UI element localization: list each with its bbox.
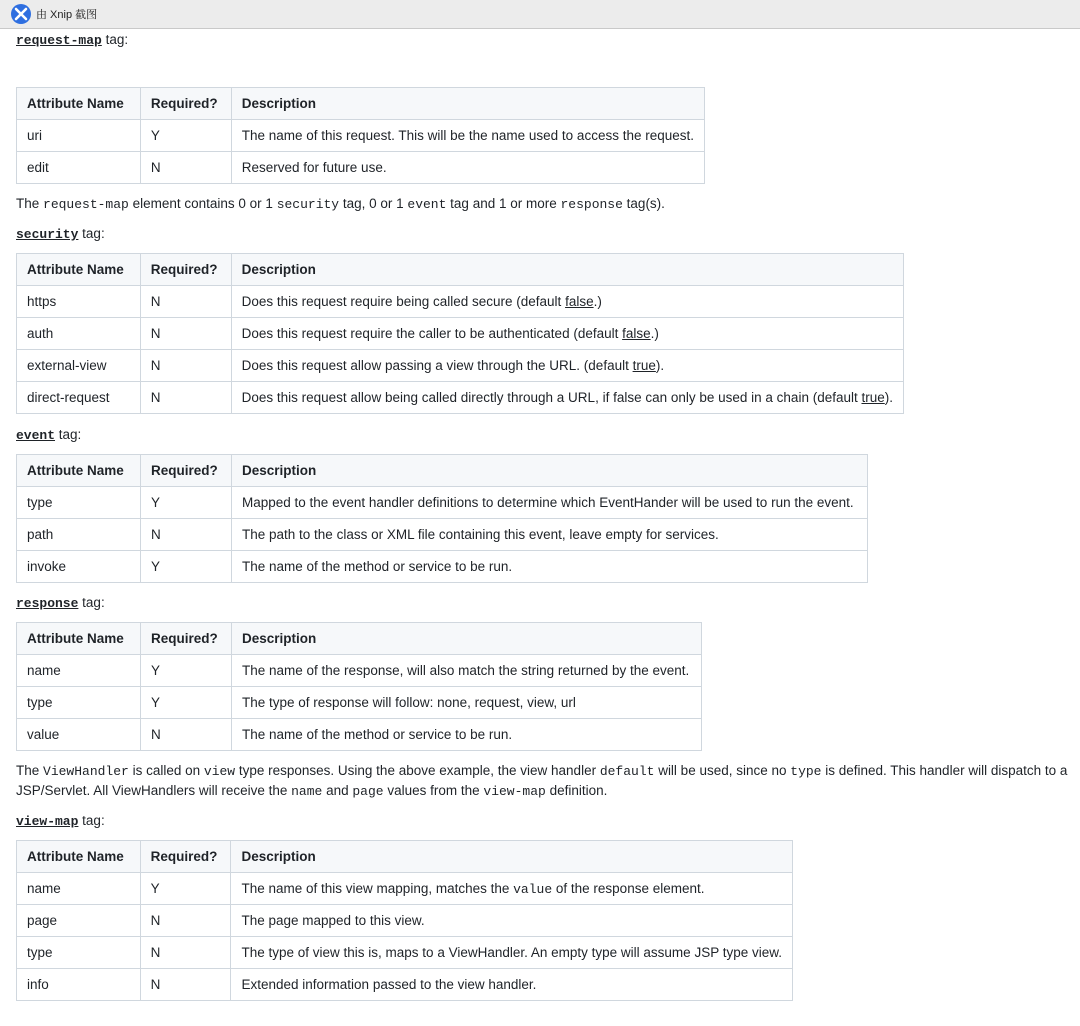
table-row: external-view N Does this request allow passing a view through the URL. (default true). bbox=[17, 350, 904, 382]
table-header-row: Attribute Name Required? Description bbox=[17, 88, 705, 120]
view-map-table bbox=[16, 840, 793, 1001]
default-value-link[interactable]: false bbox=[622, 326, 651, 341]
response-heading: response tag: bbox=[16, 595, 105, 611]
event-tag-link[interactable]: event bbox=[16, 428, 56, 443]
window-title: 由 Xnip 截图 bbox=[36, 9, 98, 21]
security-heading: security tag: bbox=[16, 226, 105, 242]
table-row: edit N Reserved for future use. bbox=[17, 152, 705, 184]
table-header-row: Attribute Name Required? Description bbox=[17, 455, 868, 487]
response-table bbox=[16, 622, 702, 751]
default-value-link[interactable]: true bbox=[632, 358, 656, 373]
table-row: value N The name of the method or service to be run. bbox=[17, 719, 702, 751]
response-tag-link[interactable]: response bbox=[16, 596, 79, 611]
viewhandler-note-line2: JSP/Servlet. All ViewHandlers will receive the name and page values from the view-map definition. bbox=[16, 783, 608, 799]
request-map-heading: request-map tag: bbox=[16, 32, 129, 48]
xnip-logo-icon bbox=[11, 4, 31, 24]
table-row: direct-request N Does this request allow being called directly through a URL, if false can only be used in a chain (default true). bbox=[17, 382, 904, 414]
table-row: page N The page mapped to this view. bbox=[17, 905, 793, 937]
table-row: type Y Mapped to the event handler definitions to determine which EventHander will be used to run the event. bbox=[17, 487, 868, 519]
table-header-row: Attribute Name Required? Description bbox=[17, 623, 702, 655]
security-table bbox=[16, 253, 904, 414]
table-row: type N The type of view this is, maps to a ViewHandler. An empty type will assume JSP type view. bbox=[17, 937, 793, 969]
table-row: name Y The name of the response, will also match the string returned by the event. bbox=[17, 655, 702, 687]
table-header-row: Attribute Name Required? Description bbox=[17, 841, 793, 873]
table-row: type Y The type of response will follow: none, request, view, url bbox=[17, 687, 702, 719]
view-map-heading: view-map tag: bbox=[16, 813, 105, 829]
default-value-link[interactable]: false bbox=[565, 294, 594, 309]
table-row: info N Extended information passed to the view handler. bbox=[17, 969, 793, 1001]
default-value-link[interactable]: true bbox=[861, 390, 885, 405]
viewhandler-note-line1: The ViewHandler is called on view type responses. Using the above example, the view handler default will be used, since no type is defined. This handler will dispatch to a bbox=[16, 763, 1068, 779]
event-table bbox=[16, 454, 868, 583]
table-row: invoke Y The name of the method or service to be run. bbox=[17, 551, 868, 583]
request-map-note: The request-map element contains 0 or 1 security tag, 0 or 1 event tag and 1 or more response tag(s). bbox=[16, 196, 665, 212]
view-map-tag-link[interactable]: view-map bbox=[16, 814, 79, 829]
request-map-table bbox=[16, 87, 705, 184]
event-heading: event tag: bbox=[16, 427, 82, 443]
table-header-row: Attribute Name Required? Description bbox=[17, 254, 904, 286]
request-map-tag-link[interactable]: request-map bbox=[16, 33, 102, 48]
screenshot-tool-bar bbox=[0, 0, 1080, 29]
security-tag-link[interactable]: security bbox=[16, 227, 79, 242]
table-row: path N The path to the class or XML file containing this event, leave empty for services. bbox=[17, 519, 868, 551]
table-row: name Y The name of this view mapping, matches the value of the response element. bbox=[17, 873, 793, 905]
table-row: https N Does this request require being called secure (default false.) bbox=[17, 286, 904, 318]
table-row: auth N Does this request require the caller to be authenticated (default false.) bbox=[17, 318, 904, 350]
table-row: uri Y The name of this request. This will be the name used to access the request. bbox=[17, 120, 705, 152]
